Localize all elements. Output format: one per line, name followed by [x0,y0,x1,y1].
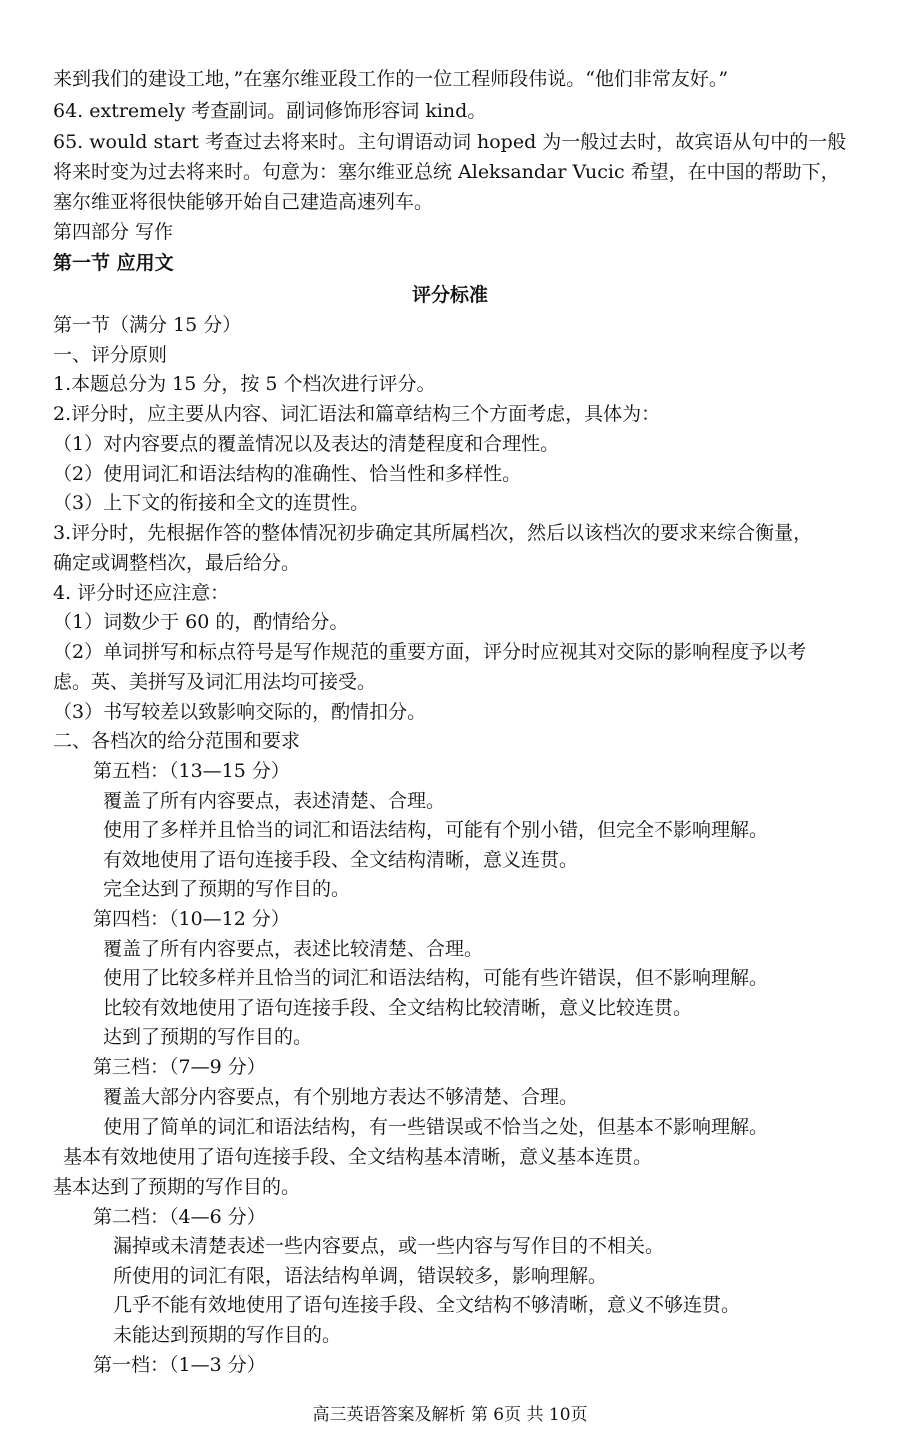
criteria-line: 完全达到了预期的写作目的。 [103,878,351,900]
criteria-line: 所使用的词汇有限，语法结构单调，错误较多，影响理解。 [113,1265,608,1287]
grade-heading: 第二档：（4—6 分） [93,1206,266,1228]
criteria-line: 漏掉或未清楚表述一些内容要点，或一些内容与写作目的不相关。 [113,1235,665,1257]
text-line: 将来时变为过去将来时。句意为：塞尔维亚总统 Aleksandar Vucic 希望，在中国的帮助下， [53,161,840,183]
criteria-line: 覆盖大部分内容要点，有个别地方表达不够清楚、合理。 [103,1086,579,1108]
criteria-line: 基本达到了预期的写作目的。 [53,1176,301,1198]
criteria-line: 达到了预期的写作目的。 [103,1026,313,1048]
text-line: 4. 评分时还应注意： [53,582,230,604]
text-line: 3.评分时，先根据作答的整体情况初步确定其所属档次，然后以该档次的要求来综合衡量， [53,522,813,544]
criteria-line: 使用了简单的词汇和语法结构，有一些错误或不恰当之处，但基本不影响理解。 [103,1116,769,1138]
criteria-line: 覆盖了所有内容要点，表述清楚、合理。 [103,790,446,812]
criteria-line: 未能达到预期的写作目的。 [113,1324,342,1346]
criteria-line: 几乎不能有效地使用了语句连接手段、全文结构不够清晰，意义不够连贯。 [113,1294,741,1316]
text-line: 一、评分原则 [53,344,168,366]
grade-heading: 第一档：（1—3 分） [93,1354,266,1376]
criteria-line: 基本有效地使用了语句连接手段、全文结构基本清晰，意义基本连贯。 [63,1146,653,1168]
list-item: （1）对内容要点的覆盖情况以及表达的清楚程度和合理性。 [53,433,560,455]
section-heading: 第四部分 写作 [53,221,174,243]
list-item: （2）使用词汇和语法结构的准确性、恰当性和多样性。 [53,463,522,485]
grade-heading: 第五档：（13—15 分） [93,760,290,782]
criteria-line: 使用了多样并且恰当的词汇和语法结构，可能有个别小错，但完全不影响理解。 [103,819,769,841]
text-line: 塞尔维亚将很快能够开始自己建造高速列车。 [53,191,434,213]
page-title: 评分标准 [411,284,488,306]
criteria-line: 有效地使用了语句连接手段、全文结构清晰，意义连贯。 [103,849,579,871]
text-line: 第一节（满分 15 分） [53,314,242,336]
grade-heading: 第四档：（10—12 分） [93,908,290,930]
grade-heading: 第三档：（7—9 分） [93,1056,266,1078]
list-item: （1）词数少于 60 的，酌情给分。 [53,611,349,633]
list-item: （2）单词拼写和标点符号是写作规范的重要方面，评分时应视其对交际的影响程度予以考 [53,641,807,663]
criteria-line: 比较有效地使用了语句连接手段、全文结构比较清晰，意义比较连贯。 [103,997,693,1019]
text-line: 2.评分时，应主要从内容、词汇语法和篇章结构三个方面考虑，具体为： [53,403,661,425]
text-line: 来到我们的建设工地，”在塞尔维亚段工作的一位工程师段伟说。“他们非常友好。” [53,68,729,90]
answer-64: 64. extremely 考查副词。副词修饰形容词 kind。 [53,100,487,122]
text-line: 虑。英、美拼写及词汇用法均可接受。 [53,671,377,693]
text-line: 1.本题总分为 15 分，按 5 个档次进行评分。 [53,373,436,395]
text-line: 确定或调整档次，最后给分。 [53,552,301,574]
list-item: （3）书写较差以致影响交际的，酌情扣分。 [53,701,427,723]
answer-65: 65. would start 考查过去将来时。主句谓语动词 hoped 为一般过去时，故宾语从句中的一般 [53,131,847,153]
criteria-line: 使用了比较多样并且恰当的词汇和语法结构，可能有些许错误，但不影响理解。 [103,967,769,989]
page-footer: 高三英语答案及解析 第 6页 共 10页 [312,1405,588,1425]
subsection-heading: 第一节 应用文 [53,252,174,274]
text-line: 二、各档次的给分范围和要求 [53,730,301,752]
list-item: （3）上下文的衔接和全文的连贯性。 [53,492,370,514]
criteria-line: 覆盖了所有内容要点，表述比较清楚、合理。 [103,938,484,960]
